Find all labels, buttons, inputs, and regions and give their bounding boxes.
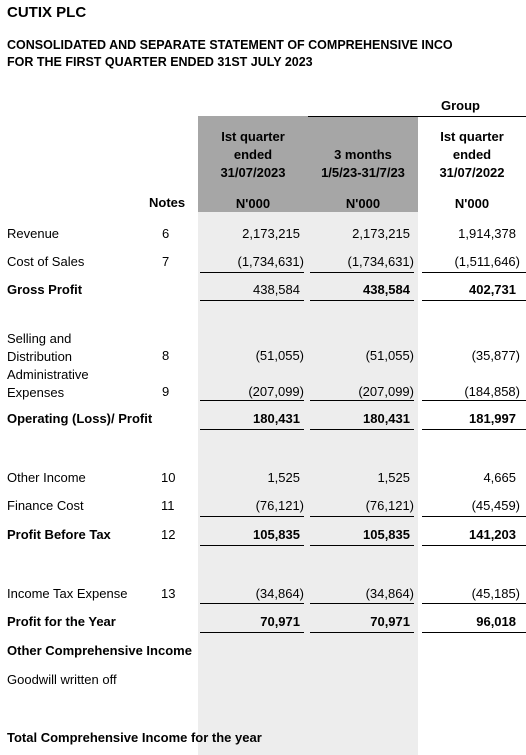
column-header-1-line3: 31/07/2023 <box>220 165 286 180</box>
value-pfy-col2: 70,971 <box>370 614 410 629</box>
value-operating-col2: 180,431 <box>363 411 410 426</box>
value-pbt-col3: 141,203 <box>469 527 516 542</box>
value-gross-profit-col1: 438,584 <box>253 282 300 297</box>
value-other-income-col3: 4,665 <box>483 470 516 485</box>
column-header-3-line3: 31/07/2022 <box>439 165 505 180</box>
subtotal-line <box>200 603 304 604</box>
row-label-other-income: Other Income <box>7 470 86 485</box>
row-label-total-comprehensive-income: Total Comprehensive Income for the year <box>7 730 262 745</box>
row-label-profit-before-tax: Profit Before Tax <box>7 527 111 542</box>
total-line <box>422 429 526 430</box>
note-admin: 9 <box>162 384 170 399</box>
total-line <box>310 632 414 633</box>
subtotal-line <box>310 272 414 273</box>
value-selling-col2: (51,055) <box>365 348 414 363</box>
group-underline <box>308 116 526 117</box>
row-label-finance-cost: Finance Cost <box>7 498 84 513</box>
note-income-tax: 13 <box>161 586 176 601</box>
total-line <box>200 632 304 633</box>
total-line <box>422 300 526 301</box>
value-cost-of-sales-col1: (1,734,631) <box>237 254 304 269</box>
column-header-1-line2: ended <box>233 147 273 162</box>
note-cost-of-sales: 7 <box>162 254 170 269</box>
total-line <box>310 300 414 301</box>
row-label-selling-line1: Selling and <box>7 331 72 346</box>
unit-col-2: N'000 <box>345 196 381 211</box>
value-revenue-col1: 2,173,215 <box>242 226 300 241</box>
total-line <box>310 545 414 546</box>
total-line <box>200 429 304 430</box>
row-label-operating: Operating (Loss)/ Profit <box>7 411 153 426</box>
notes-header: Notes <box>149 195 186 210</box>
value-gross-profit-col3: 402,731 <box>469 282 516 297</box>
total-line <box>422 545 526 546</box>
statement-subtitle: FOR THE FIRST QUARTER ENDED 31ST JULY 2023 <box>7 55 313 69</box>
note-selling: 8 <box>162 348 170 363</box>
column-header-1-line1: Ist quarter <box>221 129 285 144</box>
value-operating-col1: 180,431 <box>253 411 300 426</box>
value-admin-col2: (207,099) <box>358 384 414 399</box>
column-header-2 <box>308 146 418 182</box>
value-admin-col3: (184,858) <box>464 384 520 399</box>
value-selling-col3: (35,877) <box>471 348 520 363</box>
unit-col-1: N'000 <box>235 196 271 211</box>
unit-col-3: N'000 <box>454 196 490 211</box>
group-label: Group <box>441 98 480 113</box>
column-header-3 <box>418 128 526 182</box>
subtotal-line <box>310 603 414 604</box>
column-header-3-line2: ended <box>452 147 492 162</box>
value-cost-of-sales-col2: (1,734,631) <box>347 254 414 269</box>
subtotal-line <box>310 400 414 401</box>
row-label-admin <box>7 366 89 402</box>
value-pfy-col1: 70,971 <box>260 614 300 629</box>
subtotal-line <box>422 516 526 517</box>
value-cost-of-sales-col3: (1,511,646) <box>454 254 520 269</box>
value-pfy-col3: 96,018 <box>476 614 516 629</box>
statement-title: CONSOLIDATED AND SEPARATE STATEMENT OF COMPREHENSIVE INCO <box>7 38 453 52</box>
value-gross-profit-col2: 438,584 <box>363 282 410 297</box>
subtotal-line <box>422 603 526 604</box>
subtotal-line <box>422 400 526 401</box>
column-header-2-line3: 1/5/23-31/7/23 <box>321 165 405 180</box>
row-label-admin-line1: Administrative <box>7 367 89 382</box>
row-label-cost-of-sales: Cost of Sales <box>7 254 85 269</box>
company-name: CUTIX PLC <box>7 4 87 21</box>
column-header-2-line2: 3 months <box>334 147 392 162</box>
value-other-income-col1: 1,525 <box>267 470 300 485</box>
value-finance-cost-col3: (45,459) <box>471 498 520 513</box>
row-label-selling-line2: Distribution <box>7 349 73 364</box>
value-income-tax-col1: (34,864) <box>255 586 304 601</box>
value-income-tax-col2: (34,864) <box>365 586 414 601</box>
value-finance-cost-col2: (76,121) <box>365 498 414 513</box>
value-finance-cost-col1: (76,121) <box>255 498 304 513</box>
total-line <box>310 429 414 430</box>
row-label-income-tax: Income Tax Expense <box>7 586 128 601</box>
note-finance-cost: 11 <box>161 498 175 513</box>
value-selling-col1: (51,055) <box>255 348 304 363</box>
value-pbt-col2: 105,835 <box>363 527 410 542</box>
value-revenue-col2: 2,173,215 <box>352 226 410 241</box>
value-admin-col1: (207,099) <box>248 384 304 399</box>
column-header-1 <box>198 128 308 182</box>
total-line <box>200 545 304 546</box>
subtotal-line <box>310 516 414 517</box>
value-revenue-col3: 1,914,378 <box>458 226 516 241</box>
value-pbt-col1: 105,835 <box>253 527 300 542</box>
row-label-gross-profit: Gross Profit <box>7 282 83 297</box>
value-other-income-col2: 1,525 <box>377 470 410 485</box>
note-profit-before-tax: 12 <box>161 527 176 542</box>
row-label-revenue: Revenue <box>7 226 60 241</box>
row-label-admin-line2: Expenses <box>7 385 65 400</box>
value-income-tax-col3: (45,185) <box>471 586 520 601</box>
note-revenue: 6 <box>162 226 170 241</box>
total-line <box>422 632 526 633</box>
value-operating-col3: 181,997 <box>469 411 516 426</box>
subtotal-line <box>200 272 304 273</box>
column-header-3-line1: Ist quarter <box>440 129 504 144</box>
subtotal-line <box>200 516 304 517</box>
row-label-selling-distribution <box>7 330 72 366</box>
total-line <box>200 300 304 301</box>
row-label-other-comprehensive-income: Other Comprehensive Income <box>7 643 192 658</box>
row-label-profit-for-year: Profit for the Year <box>7 614 116 629</box>
subtotal-line <box>200 400 304 401</box>
subtotal-line <box>422 272 526 273</box>
row-label-goodwill: Goodwill written off <box>7 672 117 687</box>
note-other-income: 10 <box>161 470 176 485</box>
